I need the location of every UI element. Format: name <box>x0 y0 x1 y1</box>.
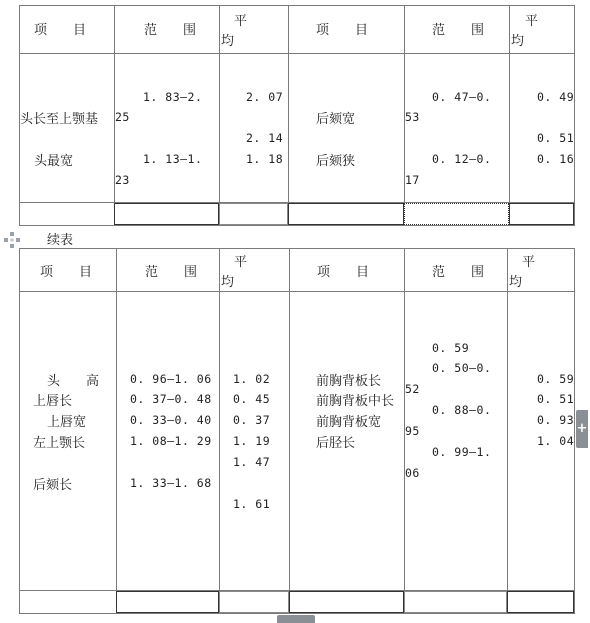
header-avg-1-b: 均 <box>221 275 235 290</box>
avg-value: 2. 07 <box>246 90 284 104</box>
row-label: 上唇宽 <box>47 415 87 430</box>
range-value: 95 <box>405 424 420 438</box>
empty-cell[interactable] <box>507 591 574 613</box>
row-label: 前胸背板中长 <box>316 394 395 409</box>
range-value: 0. 99—1. <box>432 445 492 459</box>
range-value: 17 <box>405 173 420 187</box>
range-value: 0. 59 <box>432 341 470 355</box>
header-avg-1-a: 平 <box>234 14 248 29</box>
empty-cell[interactable] <box>288 203 404 225</box>
row-label: 头 高 <box>47 374 100 389</box>
avg-value: 0. 51 <box>537 392 575 406</box>
header-avg-1-b: 均 <box>221 34 235 49</box>
header-range-1: 范 围 <box>145 265 198 280</box>
empty-cell[interactable] <box>404 591 507 613</box>
range-value: 23 <box>115 173 130 187</box>
row-label: 前胸背板长 <box>316 374 382 389</box>
empty-cell[interactable] <box>116 591 219 613</box>
range-value: 0. 47—0. <box>432 90 492 104</box>
header-item-2: 项 目 <box>317 265 370 280</box>
header-item-1: 项 目 <box>34 23 87 38</box>
empty-cell[interactable] <box>219 203 288 225</box>
row-label: 后颏宽 <box>316 112 356 127</box>
range-value: 1. 83—2. <box>143 90 203 104</box>
header-item-2: 项 目 <box>316 23 369 38</box>
empty-cell[interactable] <box>219 591 289 613</box>
empty-cell[interactable] <box>114 203 219 225</box>
continued-label: 续表 <box>47 233 74 248</box>
avg-value: 1. 19 <box>233 434 271 448</box>
range-value: 0. 12—0. <box>432 152 492 166</box>
row-label: 头长至上颚基 <box>20 112 99 127</box>
row-label: 前胸背板宽 <box>316 415 382 430</box>
avg-value: 1. 04 <box>537 434 575 448</box>
header-item-1: 项 目 <box>40 265 93 280</box>
header-avg-2-b: 均 <box>509 275 523 290</box>
range-value: 53 <box>405 110 420 124</box>
header-range-2: 范 围 <box>432 23 485 38</box>
header-range-1: 范 围 <box>144 23 197 38</box>
move-icon[interactable] <box>3 231 21 249</box>
header-avg-2-a: 平 <box>522 255 536 270</box>
range-value: 0. 50—0. <box>432 361 492 375</box>
empty-cell[interactable] <box>509 203 574 225</box>
avg-value: 2. 14 <box>246 131 284 145</box>
row-label: 后颏狭 <box>316 154 356 169</box>
range-value: 1. 13—1. <box>143 152 203 166</box>
range-value: 52 <box>405 382 420 396</box>
row-label: 头最宽 <box>34 154 74 169</box>
avg-value: 1. 61 <box>233 497 271 511</box>
range-value: 1. 08—1. 29 <box>130 434 212 448</box>
plus-icon[interactable]: + <box>576 410 588 448</box>
avg-value: 0. 59 <box>537 372 575 386</box>
row-label: 后颏长 <box>33 478 73 493</box>
avg-value: 0. 37 <box>233 413 271 427</box>
avg-value: 0. 93 <box>537 413 575 427</box>
range-value: 0. 88—0. <box>432 403 492 417</box>
range-value: 25 <box>115 110 130 124</box>
header-avg-1-a: 平 <box>234 255 248 270</box>
avg-value: 0. 51 <box>537 131 575 145</box>
range-value: 0. 37—0. 48 <box>130 392 212 406</box>
row-label: 上唇长 <box>33 394 73 409</box>
avg-value: 1. 47 <box>233 455 271 469</box>
empty-cell[interactable] <box>404 203 509 225</box>
range-value: 0. 96—1. 06 <box>130 372 212 386</box>
header-range-2: 范 围 <box>432 265 485 280</box>
avg-value: 0. 45 <box>233 392 271 406</box>
avg-value: 1. 02 <box>233 372 271 386</box>
range-value: 1. 33—1. 68 <box>130 476 212 490</box>
header-avg-2-a: 平 <box>525 14 539 29</box>
row-label: 左上颚长 <box>33 436 86 451</box>
avg-value: 0. 16 <box>537 152 575 166</box>
empty-cell[interactable] <box>289 591 404 613</box>
resize-handle[interactable] <box>277 615 315 623</box>
avg-value: 1. 18 <box>246 152 284 166</box>
row-label: 后胫长 <box>316 436 356 451</box>
range-value: 0. 33—0. 40 <box>130 413 212 427</box>
header-avg-2-b: 均 <box>511 34 525 49</box>
range-value: 06 <box>405 466 420 480</box>
avg-value: 0. 49 <box>537 90 575 104</box>
